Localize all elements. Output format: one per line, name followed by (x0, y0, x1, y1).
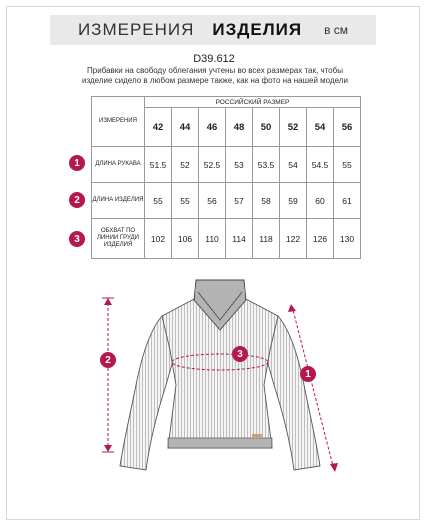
brand-tag (252, 434, 262, 437)
table-cell: 59 (280, 183, 307, 219)
row-label: ДЛИНА РУКАВА (92, 147, 145, 183)
diagram-badge-2: 2 (100, 352, 116, 368)
table-cell: 126 (307, 219, 334, 259)
size-header: 48 (226, 108, 253, 147)
diagram-badge-1: 1 (300, 366, 316, 382)
table-cell: 102 (145, 219, 172, 259)
hem-band (168, 438, 272, 448)
header-unit: в см (324, 23, 349, 37)
table-cell: 55 (172, 183, 199, 219)
table-cell: 114 (226, 219, 253, 259)
article-number: D39.612 (193, 53, 235, 65)
table-cell: 57 (226, 183, 253, 219)
table-cell: 55 (145, 183, 172, 219)
corner-label: ИЗМЕРЕНИЯ (92, 97, 145, 147)
table-cell: 60 (307, 183, 334, 219)
row-label: ДЛИНА ИЗДЕЛИЯ (92, 183, 145, 219)
header-title-light: ИЗМЕРЕНИЯ (77, 20, 195, 39)
sleeve-arrow-top (288, 304, 296, 312)
size-header: 54 (307, 108, 334, 147)
table-cell: 56 (199, 183, 226, 219)
table-cell: 54 (280, 147, 307, 183)
size-header: 46 (199, 108, 226, 147)
diagram-badge-3: 3 (232, 346, 248, 362)
size-header: 50 (253, 108, 280, 147)
sleeve-arrow-bottom (330, 463, 338, 472)
table-cell: 118 (253, 219, 280, 259)
table-cell: 55 (334, 147, 361, 183)
fit-note: Прибавки на свободу облегания учтены во всех размерах так, чтобы изделие сидело в любом размере также, как на фото на нашей модели (82, 66, 348, 85)
table-cell: 122 (280, 219, 307, 259)
size-group-label: РОССИЙСКИЙ РАЗМЕР (145, 97, 361, 108)
table-cell: 52.5 (199, 147, 226, 183)
row-badge-3: 3 (69, 231, 85, 247)
size-header: 42 (145, 108, 172, 147)
table-cell: 53.5 (253, 147, 280, 183)
table-cell: 53 (226, 147, 253, 183)
table-cell: 110 (199, 219, 226, 259)
table-cell: 52 (172, 147, 199, 183)
length-arrow-bottom (104, 445, 112, 452)
size-header: 56 (334, 108, 361, 147)
table-cell: 61 (334, 183, 361, 219)
table-cell: 58 (253, 183, 280, 219)
table-cell: 54.5 (307, 147, 334, 183)
table-cell: 106 (172, 219, 199, 259)
table-cell: 51.5 (145, 147, 172, 183)
length-arrow-top (104, 298, 112, 305)
header-title-bold: ИЗДЕЛИЯ (212, 20, 303, 39)
row-label: ОБХВАТ ПО ЛИНИИ ГРУДИ ИЗДЕЛИЯ (92, 219, 145, 259)
size-header: 52 (280, 108, 307, 147)
table-cell: 130 (334, 219, 361, 259)
row-badge-2: 2 (69, 192, 85, 208)
row-badge-1: 1 (69, 155, 85, 171)
size-header: 44 (172, 108, 199, 147)
